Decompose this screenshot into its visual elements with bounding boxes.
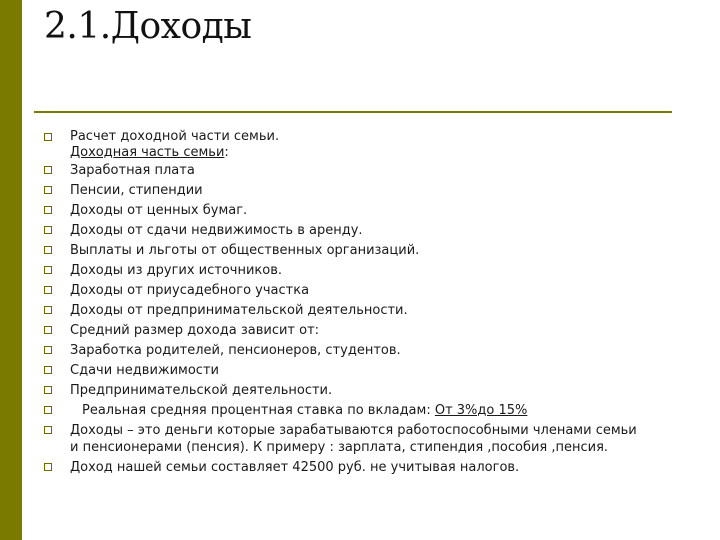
list-item-text: Средний размер дохода зависит от: [70, 323, 320, 338]
hollow-square-bullet-icon [44, 186, 52, 194]
list-item-garden-plot [38, 281, 704, 301]
list-item-income-calculation [38, 129, 704, 161]
list-item-real-estate [38, 361, 704, 381]
list-item-text: Доходы от приусадебного участка [70, 283, 310, 298]
hollow-square-bullet-icon [44, 386, 52, 394]
hollow-square-bullet-icon [44, 463, 52, 471]
hollow-square-bullet-icon [44, 166, 52, 174]
hollow-square-bullet-icon [44, 286, 52, 294]
list-item-income-definition [38, 421, 704, 458]
list-item-rent [38, 221, 704, 241]
list-item-text: Доходы – это деньги которые зарабатываются работоспособными членами семьи [70, 423, 637, 438]
hollow-square-bullet-icon [44, 326, 52, 334]
hollow-square-bullet-icon [44, 206, 52, 214]
underlined-text: Доходная часть семьи [70, 145, 225, 160]
list-item-entrepreneurship [38, 381, 704, 401]
hollow-square-bullet-icon [44, 266, 52, 274]
title-divider [34, 111, 672, 113]
list-item-business [38, 301, 704, 321]
text-suffix: : [224, 145, 229, 160]
list-item-salary [38, 161, 704, 181]
list-item-text: Доходы от ценных бумаг. [70, 203, 248, 218]
list-item-text: Предпринимательской деятельности. [70, 383, 333, 398]
list-item-other-sources [38, 261, 704, 281]
left-accent-bar [0, 0, 22, 540]
list-item-benefits [38, 241, 704, 261]
list-item-earnings [38, 341, 704, 361]
list-item-text: Расчет доходной части семьи. [70, 129, 280, 144]
hollow-square-bullet-icon [44, 406, 52, 414]
hollow-square-bullet-icon [44, 246, 52, 254]
hollow-square-bullet-icon [44, 426, 52, 434]
list-item-securities [38, 201, 704, 221]
list-item-text: Доход нашей семьи составляет 42500 руб. не учитывая налогов. [70, 460, 520, 475]
slide-title: 2.1.Доходы [44, 6, 252, 47]
list-item-text: Сдачи недвижимости [70, 363, 219, 378]
list-item-family-income [38, 458, 704, 478]
hollow-square-bullet-icon [44, 346, 52, 354]
list-item-subtext [70, 145, 704, 161]
hollow-square-bullet-icon [44, 366, 52, 374]
list-item-text: Заработная плата [70, 163, 195, 178]
hollow-square-bullet-icon [44, 226, 52, 234]
list-item-interest-rate [38, 401, 704, 421]
list-item-text: Выплаты и льготы от общественных организаций. [70, 243, 420, 258]
list-item-pensions [38, 181, 704, 201]
list-item-text: Пенсии, стипендии [70, 183, 203, 198]
list-item-text-continued: и пенсионерами (пенсия). К примеру : зарплата, стипендия ,пособия ,пенсия. [70, 440, 609, 455]
hollow-square-bullet-icon [44, 306, 52, 314]
list-item-text: Доходы от предпринимательской деятельности. [70, 303, 408, 318]
hollow-square-bullet-icon [44, 133, 52, 141]
list-item-text: Реальная средняя процентная ставка по вкладам: [82, 403, 435, 418]
bullet-list [38, 129, 704, 478]
list-item-text: Доходы от сдачи недвижимость в аренду. [70, 223, 363, 238]
interest-rate-range: От 3%до 15% [434, 403, 528, 418]
list-item-text: Доходы из других источников. [70, 263, 283, 278]
list-item-text: Заработка родителей, пенсионеров, студентов. [70, 343, 401, 358]
list-item-average-income [38, 321, 704, 341]
